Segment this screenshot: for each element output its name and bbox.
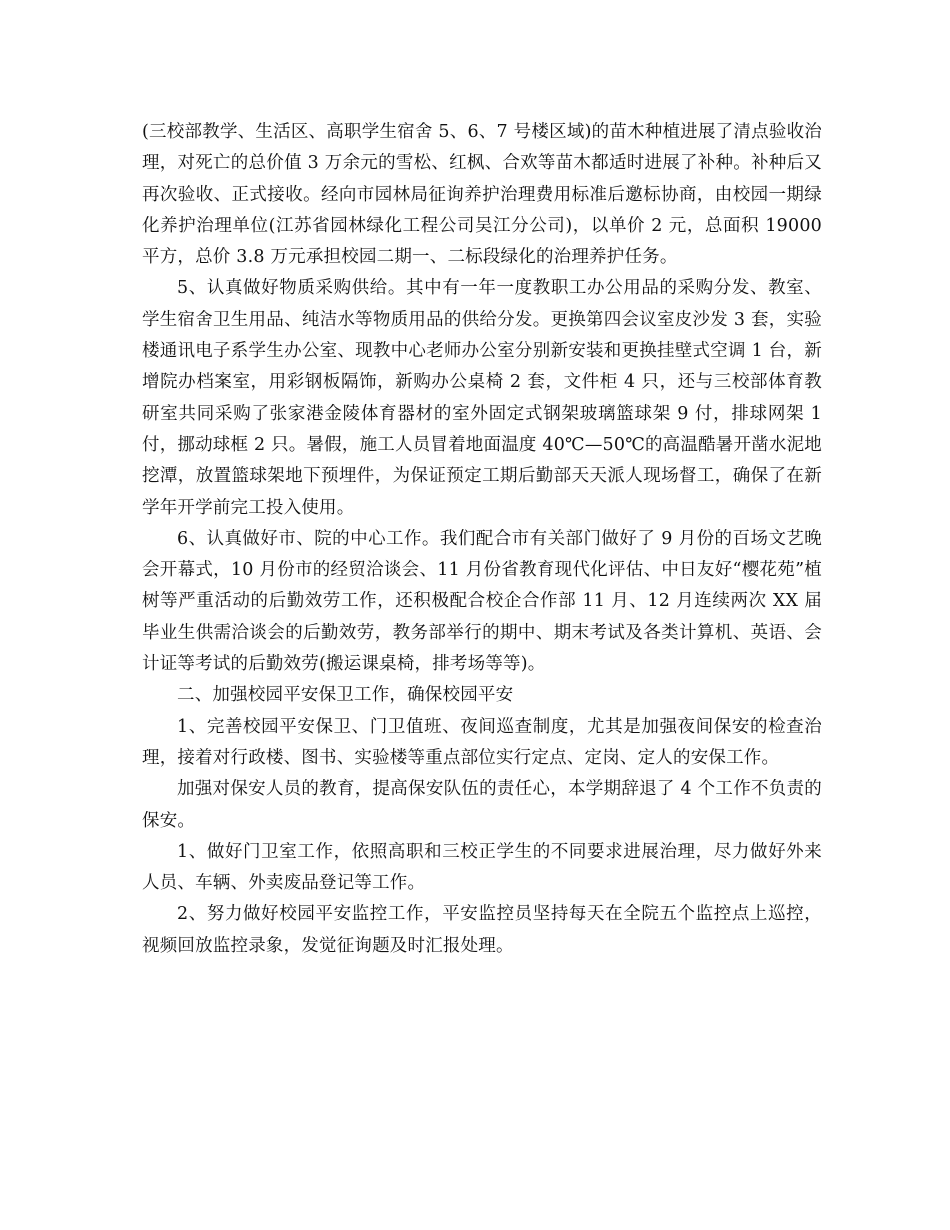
- paragraph-material-procurement: 5、认真做好物质采购供给。其中有一年一度教职工办公用品的采购分发、教室、学生宿舍卫生用品、纯洁水等物质用品的供给分发。更换第四会议室皮沙发 3 套，实验楼通讯电子系学生办公室、现教中心老师办公室分别新安装和更换挂壁式空调 1 台，新增院办档案室，用彩钢板隔饰，新购办公桌椅 2 套，文件柜 4 只，还与三校部体育教研室共同采购了张家港金陵体育器材的室外固定式钢架玻璃篮球架 9 付，排球网架 1 付，挪动球框 2 只。暑假，施工人员冒着地面温度 40℃—50℃的高温酷暑开凿水泥地挖潭，放置篮球架地下预埋件，为保证预定工期后勤部天天派人现场督工，确保了在新学年开学前完工投入使用。: [142, 278, 822, 518]
- document-body: [142, 117, 822, 962]
- paragraph-guard-education: 加强对保安人员的教育，提高保安队伍的责任心，本学期辞退了 4 个工作不负责的保安。: [142, 779, 822, 831]
- section-heading-campus-security: 二、加强校园平安保卫工作，确保校园平安: [177, 685, 514, 706]
- paragraph-central-work: 6、认真做好市、院的中心工作。我们配合市有关部门做好了 9 月份的百场文艺晚会开幕式，10 月份市的经贸洽谈会、11 月份省教育现代化评估、中日友好“樱花苑”植树等严重活动的后勤效劳工作，还积极配合校企合作部 11 月、12 月连续两次 XX 届毕业生供需洽谈会的后勤效劳，教务部举行的期中、期末考试及各类计算机、英语、会计证等考试的后勤效劳(搬运课桌椅，排考场等等)。: [142, 528, 822, 675]
- paragraph-greening-maintenance: (三校部教学、生活区、高职学生宿舍 5、6、7 号楼区域)的苗木种植进展了清点验收治理，对死亡的总价值 3 万余元的雪松、红枫、合欢等苗木都适时进展了补种。补种后又再次验收、正式接收。经向市园林局征询养护治理费用标准后邀标协商，由校园一期绿化养护治理单位(江苏省园林绿化工程公司吴江分公司)，以单价 2 元，总面积 19000 平方，总价 3.8 万元承担校园二期一、二标段绿化的治理养护任务。: [142, 122, 822, 268]
- paragraph-gatehouse-work: 1、做好门卫室工作，依照高职和三校正学生的不同要求进展治理，尽力做好外来人员、车辆、外卖废品登记等工作。: [142, 841, 822, 894]
- paragraph-surveillance-work: 2、努力做好校园平安监控工作，平安监控员坚持每天在全院五个监控点上巡控，视频回放监控录象，发觉征询题及时汇报处理。: [142, 904, 822, 956]
- paragraph-security-system: 1、完善校园平安保卫、门卫值班、夜间巡查制度，尤其是加强夜间保安的检查治理，接着对行政楼、图书、实验楼等重点部位实行定点、定岗、定人的安保工作。: [142, 716, 822, 768]
